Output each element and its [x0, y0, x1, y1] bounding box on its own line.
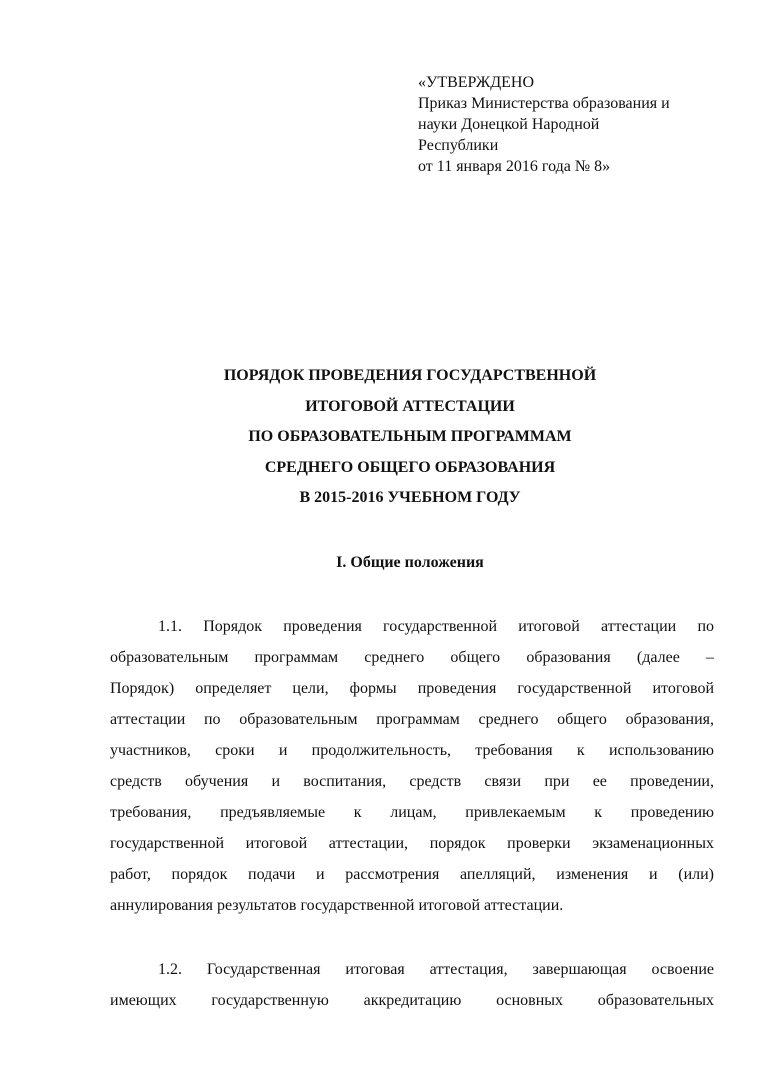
paragraph-1-2	[110, 954, 714, 1016]
paragraph-line: требования, предъявляемые к лицам, привлекаемым к проведению	[110, 804, 714, 821]
paragraph-line: аттестации по образовательным программам среднего общего образования,	[110, 711, 714, 728]
paragraph-line: имеющих государственную аккредитацию основных образовательных	[110, 992, 714, 1009]
title-line: ИТОГОВОЙ АТТЕСТАЦИИ	[305, 397, 515, 415]
paragraph-line: работ, порядок подачи и рассмотрения апелляций, изменения и (или)	[110, 866, 714, 883]
title-line: В 2015-2016 УЧЕБНОМ ГОДУ	[299, 489, 521, 506]
paragraph-line: аннулирования результатов государственной итоговой аттестации.	[110, 897, 564, 914]
approval-line: науки Донецкой Народной	[418, 116, 600, 133]
approval-line: «УТВЕРЖДЕНО	[418, 74, 535, 91]
section-heading: I. Общие положения	[336, 554, 484, 571]
approval-line: от 11 января 2016 года № 8»	[418, 158, 611, 175]
paragraph-line: участников, сроки и продолжительность, требования к использованию	[110, 742, 714, 759]
paragraph-line: 1.2. Государственная итоговая аттестация, завершающая освоение	[158, 961, 714, 978]
title-line: СРЕДНЕГО ОБЩЕГО ОБРАЗОВАНИЯ	[264, 458, 556, 476]
paragraph-line: Порядок) определяет цели, формы проведения государственной итоговой	[110, 680, 714, 697]
approval-line: Республики	[418, 137, 499, 154]
paragraph-line: средств обучения и воспитания, средств связи при ее проведении,	[110, 773, 714, 790]
approval-stamp-block	[418, 72, 738, 177]
document-title	[60, 361, 760, 514]
approval-line: Приказ Министерства образования и	[418, 95, 670, 112]
paragraph-line: 1.1. Порядок проведения государственной итоговой аттестации по	[158, 618, 714, 635]
title-line: ПО ОБРАЗОВАТЕЛЬНЫМ ПРОГРАММАМ	[248, 428, 572, 445]
title-line: ПОРЯДОК ПРОВЕДЕНИЯ ГОСУДАРСТВЕННОЙ	[223, 367, 597, 384]
paragraph-line: образовательным программам среднего общего образования (далее –	[110, 649, 714, 666]
paragraph-1-1	[110, 611, 714, 921]
paragraph-line: государственной итоговой аттестации, порядок проверки экзаменационных	[110, 835, 714, 852]
